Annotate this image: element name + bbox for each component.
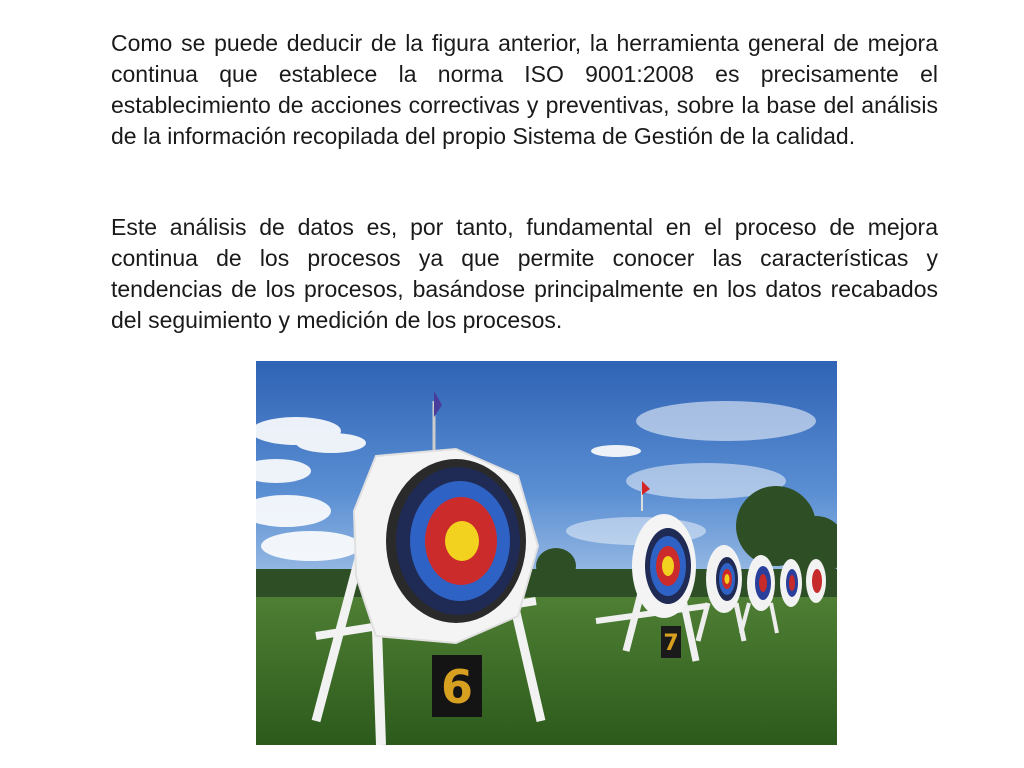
target-number-6: 6 (440, 660, 474, 714)
body-paragraph-1: Como se puede deducir de la figura anterior, la herramienta general de mejora continua que establece la norma ISO 9001:2008 es precisamente el establecimiento de acciones correctivas y preventivas, sobre la base del análisis de la información recopilada del propio Sistema de Gestión de la calidad. (111, 30, 938, 149)
archery-targets-photo (256, 361, 837, 745)
target-number-7: 7 (663, 631, 679, 656)
body-paragraph-2: Este análisis de datos es, por tanto, fundamental en el proceso de mejora continua de los procesos ya que permite conocer las características y tendencias de los procesos, basándose principalmente en los datos recabados del seguimiento y medición de los procesos. (111, 214, 938, 333)
